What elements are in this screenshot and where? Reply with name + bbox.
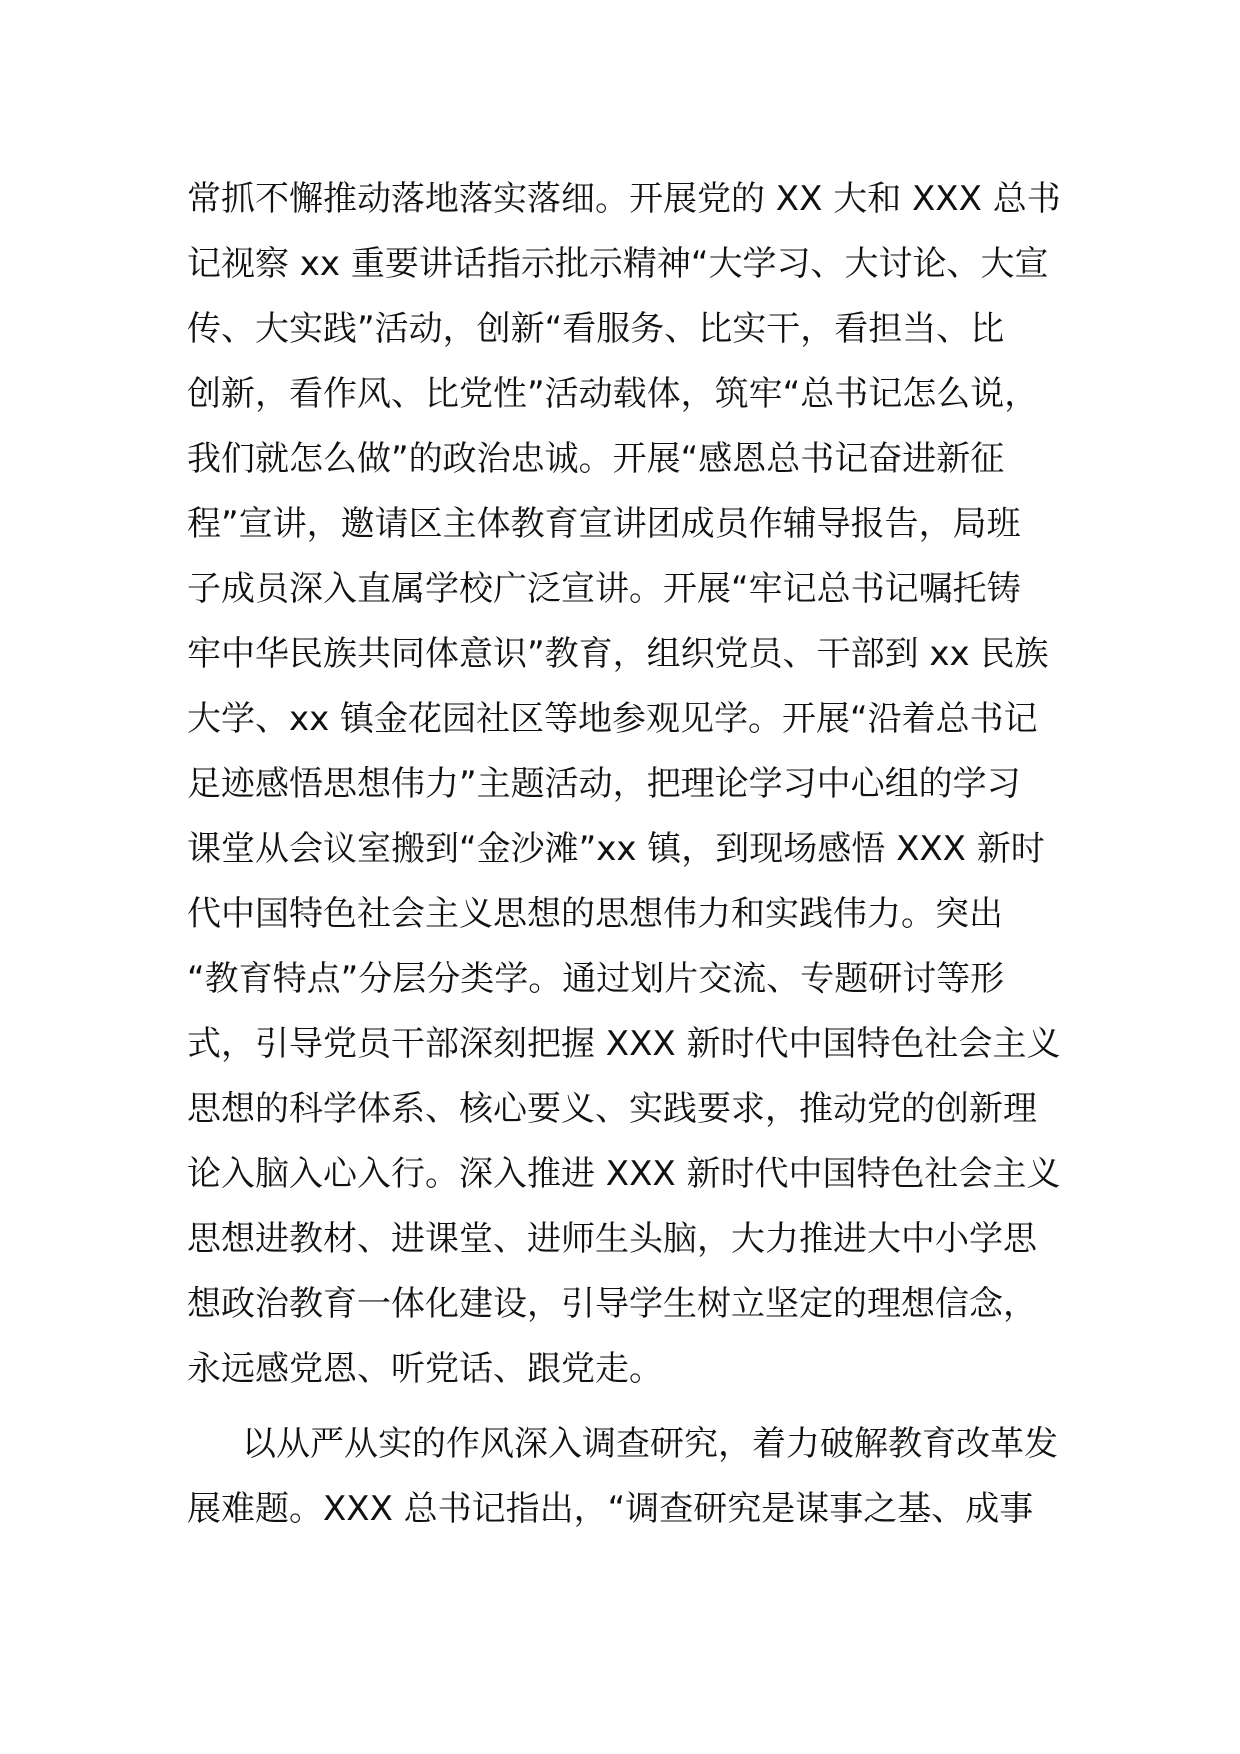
text-line: 足迹感悟思想伟力”主题活动，把理论学习中心组的学习 bbox=[187, 764, 1021, 804]
text-line: 想政治教育一体化建设，引导学生树立坚定的理想信念， bbox=[187, 1284, 1037, 1324]
text-line: 我们就怎么做”的政治忠诚。开展“感恩总书记奋进新征 bbox=[187, 439, 1005, 479]
text-line: 常抓不懈推动落地落实落细。开展党的 XX 大和 XXX 总书 bbox=[187, 179, 1061, 219]
text-line: 代中国特色社会主义思想的思想伟力和实践伟力。突出 bbox=[187, 894, 1003, 934]
text-line: “教育特点”分层分类学。通过划片交流、专题研讨等形 bbox=[187, 959, 1005, 999]
paragraph-2 bbox=[187, 1412, 1067, 1542]
text-line: 展难题。XXX 总书记指出，“调查研究是谋事之基、成事 bbox=[187, 1489, 1034, 1529]
text-line: 传、大实践”活动，创新“看服务、比实干，看担当、比 bbox=[187, 309, 1005, 349]
text-line: 程”宣讲，邀请区主体教育宣讲团成员作辅导报告，局班 bbox=[187, 504, 1021, 544]
paragraph-1 bbox=[187, 167, 1067, 1402]
text-line: 论入脑入心入行。深入推进 XXX 新时代中国特色社会主义 bbox=[187, 1154, 1061, 1194]
text-line: 以从严从实的作风深入调查研究，着力破解教育改革发 bbox=[242, 1424, 1058, 1464]
text-line: 子成员深入直属学校广泛宣讲。开展“牢记总书记嘱托铸 bbox=[187, 569, 1021, 609]
text-line: 式，引导党员干部深刻把握 XXX 新时代中国特色社会主义 bbox=[187, 1024, 1061, 1064]
document-body bbox=[187, 167, 1067, 1542]
text-line: 牢中华民族共同体意识”教育，组织党员、干部到 xx 民族 bbox=[187, 634, 1049, 674]
text-line: 思想进教材、进课堂、进师生头脑，大力推进大中小学思 bbox=[187, 1219, 1037, 1259]
text-line: 大学、xx 镇金花园社区等地参观见学。开展“沿着总书记 bbox=[187, 699, 1038, 739]
text-line: 思想的科学体系、核心要义、实践要求，推动党的创新理 bbox=[187, 1089, 1037, 1129]
text-line: 课堂从会议室搬到“金沙滩”xx 镇，到现场感悟 XXX 新时 bbox=[187, 829, 1045, 869]
text-line: 创新，看作风、比党性”活动载体，筑牢“总书记怎么说， bbox=[187, 374, 1039, 414]
text-line: 永远感党恩、听党话、跟党走。 bbox=[187, 1349, 663, 1389]
text-line: 记视察 xx 重要讲话指示批示精神“大学习、大讨论、大宣 bbox=[187, 244, 1049, 284]
